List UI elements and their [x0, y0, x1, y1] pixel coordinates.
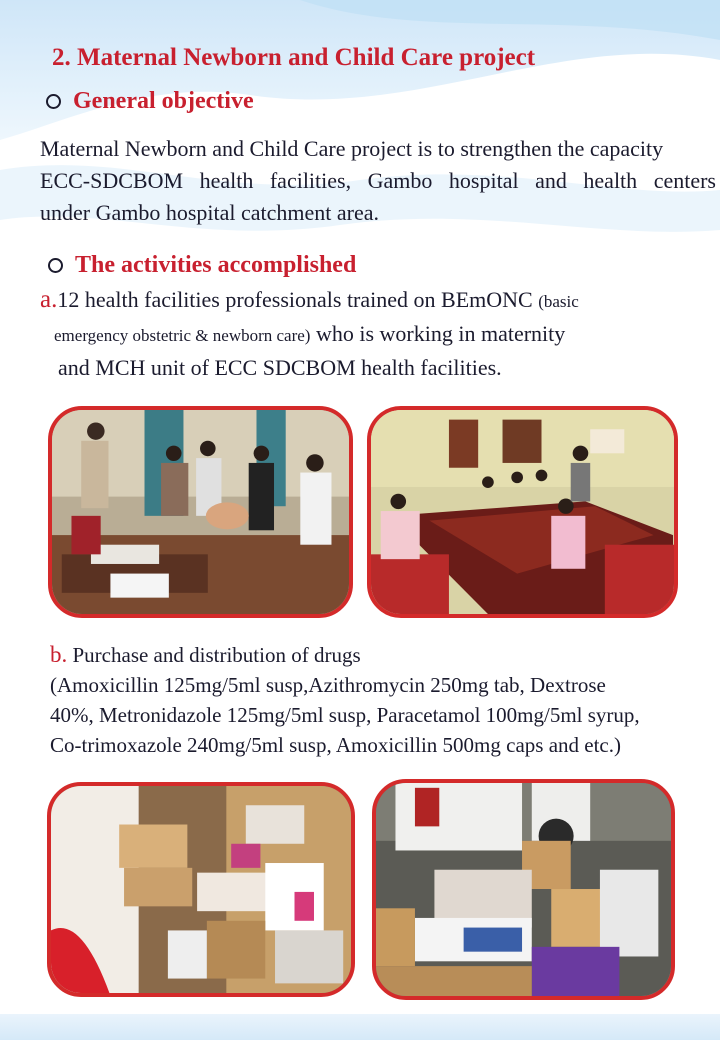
drug-distribution-photo-1	[47, 782, 355, 997]
item-marker: a.	[40, 286, 58, 313]
bullet-circle-icon	[46, 94, 61, 109]
item-a-small-text: (basic	[538, 292, 579, 311]
item-a-small-text: emergency obstetric & newborn care)	[54, 326, 311, 345]
item-b-text: Purchase and distribution of drugs	[67, 643, 361, 667]
drug-list-line: 40%, Metronidazole 125mg/5ml susp, Paracetamol 100mg/5ml syrup,	[50, 703, 640, 727]
drug-list-line: Co-trimoxazole 240mg/5ml susp, Amoxicillin 500mg caps and etc.)	[50, 733, 621, 757]
objective-paragraph	[40, 133, 720, 229]
objective-heading-text: General objective	[73, 88, 254, 114]
activity-item-b	[50, 640, 720, 760]
drug-distribution-photo-2	[372, 779, 675, 1000]
item-marker: b.	[50, 642, 68, 667]
training-photo-1	[48, 406, 353, 618]
objective-line: ECC-SDCBOM health facilities, Gambo hospital and health centers	[40, 168, 716, 193]
objective-heading	[46, 88, 254, 115]
section-title: 2. Maternal Newborn and Child Care project	[52, 44, 536, 71]
objective-line: under Gambo hospital catchment area.	[40, 200, 380, 225]
drug-list-line: (Amoxicillin 125mg/5ml susp,Azithromycin 250mg tab, Dextrose	[50, 673, 606, 697]
item-a-text: and MCH unit of ECC SDCBOM health facilities.	[58, 355, 502, 380]
bullet-circle-icon	[48, 258, 63, 273]
objective-line: Maternal Newborn and Child Care project is to strengthen the capacity	[40, 136, 664, 161]
activities-heading-text: The activities accomplished	[75, 252, 357, 278]
activities-heading	[48, 252, 356, 279]
activity-item-a	[40, 284, 720, 384]
item-a-text: 12 health facilities professionals trained on BEmONC	[57, 287, 539, 312]
item-a-text: who is working in maternity	[310, 321, 566, 346]
training-photo-2	[367, 406, 678, 618]
